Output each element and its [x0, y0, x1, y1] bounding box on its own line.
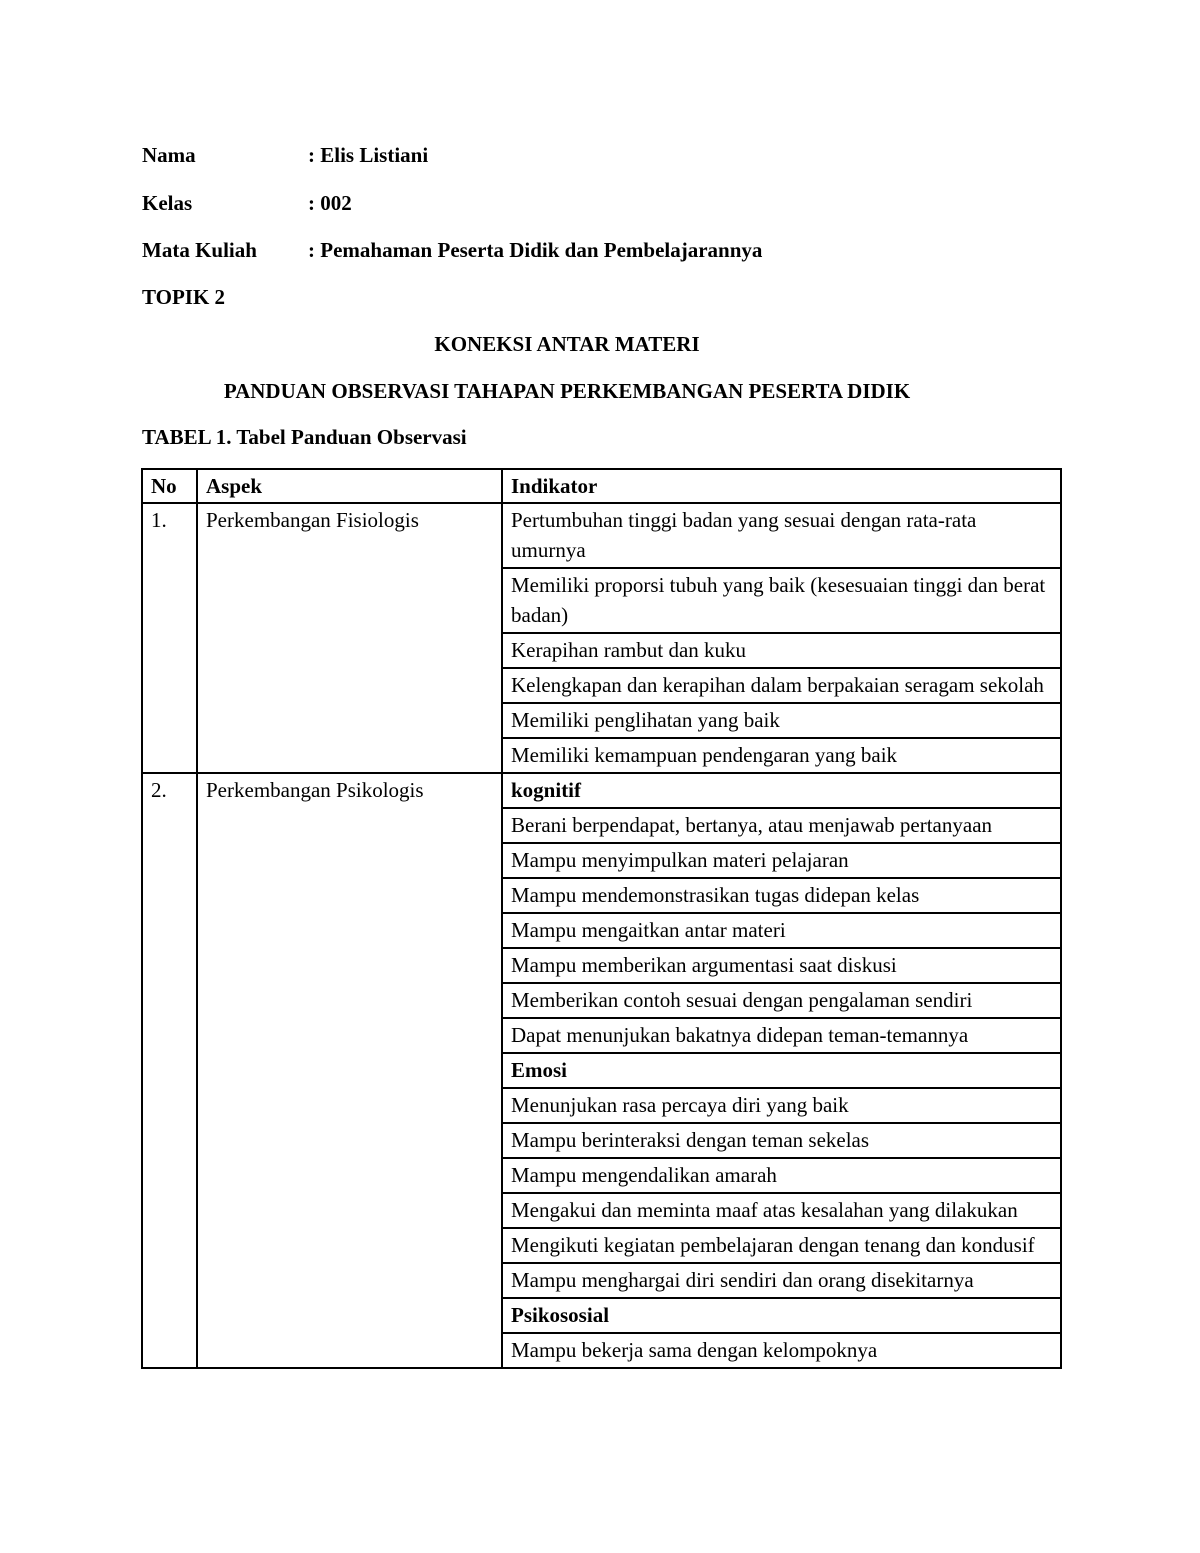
indicator-cell: Mampu memberikan argumentasi saat diskusi	[502, 948, 1061, 983]
kelas-label: Kelas	[142, 191, 193, 215]
indicator-cell: Mampu mendemonstrasikan tugas didepan kelas	[502, 878, 1061, 913]
indicator-cell: Mampu mengendalikan amarah	[502, 1158, 1061, 1193]
topik-heading: TOPIK 2	[142, 285, 226, 309]
indicator-cell: Memiliki proporsi tubuh yang baik (kesesuaian tinggi dan berat badan)	[502, 568, 1061, 633]
indicator-cell: Mengikuti kegiatan pembelajaran dengan tenang dan kondusif	[502, 1228, 1061, 1263]
indicator-cell: Kerapihan rambut dan kuku	[502, 633, 1061, 668]
header-indikator: Indikator	[502, 469, 1061, 503]
nama-row	[142, 142, 428, 168]
mata-kuliah-row	[142, 237, 762, 263]
header-aspek: Aspek	[197, 469, 502, 503]
kelas-value: : 002	[308, 191, 352, 215]
mata-kuliah-value: : Pemahaman Peserta Didik dan Pembelajarannya	[308, 238, 763, 262]
indicator-cell: Mampu mengaitkan antar materi	[502, 913, 1061, 948]
indicator-subheading: Psikososial	[502, 1298, 1061, 1333]
indicator-cell: Mampu bekerja sama dengan kelompoknya	[502, 1333, 1061, 1368]
title-panduan: PANDUAN OBSERVASI TAHAPAN PERKEMBANGAN PESERTA DIDIK	[223, 379, 911, 403]
nama-value: : Elis Listiani	[308, 143, 429, 167]
row-number: 2.	[142, 773, 197, 1368]
indicator-cell: Mampu berinteraksi dengan teman sekelas	[502, 1123, 1061, 1158]
header-no: No	[142, 469, 197, 503]
table-caption: TABEL 1. Tabel Panduan Observasi	[142, 425, 467, 449]
indicator-cell: Berani berpendapat, bertanya, atau menjawab pertanyaan	[502, 808, 1061, 843]
indicator-subheading: Emosi	[502, 1053, 1061, 1088]
table-row	[142, 773, 1061, 808]
row-number: 1.	[142, 503, 197, 773]
kelas-row	[142, 190, 352, 216]
indicator-cell: Memiliki kemampuan pendengaran yang baik	[502, 738, 1061, 773]
aspek-cell: Perkembangan Psikologis	[197, 773, 502, 1368]
indicator-cell: Pertumbuhan tinggi badan yang sesuai dengan rata-rata umurnya	[502, 503, 1061, 568]
nama-label: Nama	[142, 143, 196, 167]
observation-table	[141, 468, 1062, 1369]
title-koneksi: KONEKSI ANTAR MATERI	[434, 332, 700, 356]
indicator-cell: Menunjukan rasa percaya diri yang baik	[502, 1088, 1061, 1123]
indicator-cell: Kelengkapan dan kerapihan dalam berpakaian seragam sekolah	[502, 668, 1061, 703]
indicator-cell: Mampu menyimpulkan materi pelajaran	[502, 843, 1061, 878]
indicator-cell: Dapat menunjukan bakatnya didepan teman-temannya	[502, 1018, 1061, 1053]
table-header-row	[142, 469, 1061, 503]
mata-kuliah-label: Mata Kuliah	[142, 238, 257, 262]
indicator-cell: Memberikan contoh sesuai dengan pengalaman sendiri	[502, 983, 1061, 1018]
indicator-cell: Memiliki penglihatan yang baik	[502, 703, 1061, 738]
indicator-cell: Mengakui dan meminta maaf atas kesalahan yang dilakukan	[502, 1193, 1061, 1228]
table-row	[142, 503, 1061, 568]
table-body	[142, 503, 1061, 1368]
aspek-cell: Perkembangan Fisiologis	[197, 503, 502, 773]
indicator-cell: Mampu menghargai diri sendiri dan orang disekitarnya	[502, 1263, 1061, 1298]
indicator-subheading: kognitif	[502, 773, 1061, 808]
